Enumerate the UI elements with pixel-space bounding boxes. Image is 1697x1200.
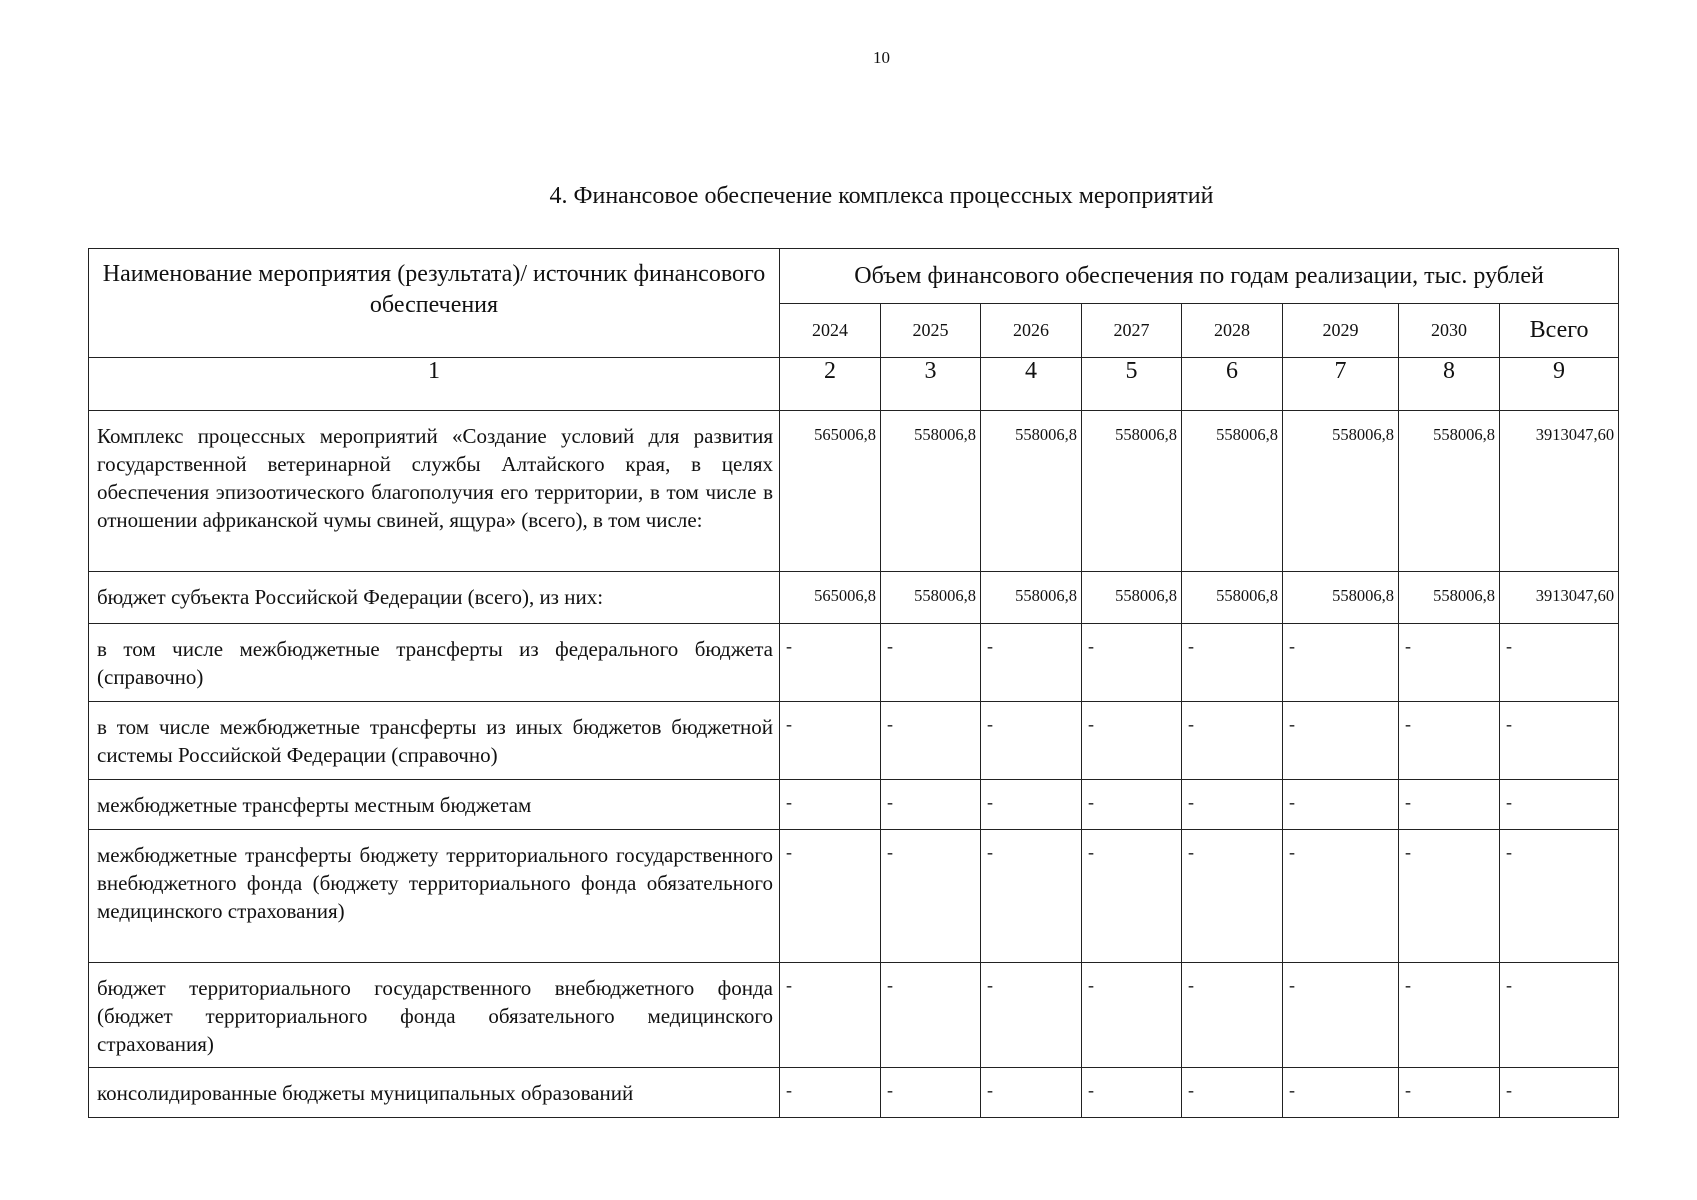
page-number: 10 xyxy=(873,48,890,67)
year-value-cell: - xyxy=(1082,1068,1182,1118)
column-number: 5 xyxy=(1082,358,1182,411)
column-number: 4 xyxy=(981,358,1082,411)
year-value-cell: - xyxy=(1182,830,1283,963)
year-value-cell: 565006,8 xyxy=(780,572,881,624)
year-value-cell: - xyxy=(1399,780,1500,830)
year-value-cell: - xyxy=(1082,830,1182,963)
year-value-cell: 558006,8 xyxy=(1082,411,1182,572)
row-label: консолидированные бюджеты муниципальных образований xyxy=(89,1068,780,1118)
year-value-cell: 565006,8 xyxy=(780,411,881,572)
table-row xyxy=(89,963,1619,1068)
column-number: 8 xyxy=(1399,358,1500,411)
year-value-cell: - xyxy=(1399,624,1500,702)
row-label: межбюджетные трансферты бюджету территориального государственного внебюджетного фонда (бюджету территориального фонда обязательного медицинского страхования) xyxy=(89,830,780,963)
year-value-cell: - xyxy=(881,780,981,830)
year-value-cell: 558006,8 xyxy=(981,572,1082,624)
year-header-2024: 2024 xyxy=(780,304,881,358)
row-label: в том числе межбюджетные трансферты из иных бюджетов бюджетной системы Российской Федерации (справочно) xyxy=(89,702,780,780)
year-value-cell: - xyxy=(1082,963,1182,1068)
year-header-2027: 2027 xyxy=(1082,304,1182,358)
table-row xyxy=(89,411,1619,572)
year-value-cell: - xyxy=(1082,702,1182,780)
year-value-cell: - xyxy=(1283,830,1399,963)
year-value-cell: - xyxy=(1283,624,1399,702)
year-value-cell: - xyxy=(1182,963,1283,1068)
total-value-cell: 3913047,60 xyxy=(1500,411,1619,572)
year-header-2025: 2025 xyxy=(881,304,981,358)
row-label: бюджет субъекта Российской Федерации (всего), из них: xyxy=(89,572,780,624)
row-label: Комплекс процессных мероприятий «Создание условий для развития государственной ветеринарной службы Алтайского края, в целях обеспечения эпизоотического благополучия его территории, в том числе в отношении африканской чумы свиней, ящура» (всего), в том числе: xyxy=(89,411,780,572)
table-body xyxy=(89,358,1619,1118)
table-row xyxy=(89,624,1619,702)
column-number: 2 xyxy=(780,358,881,411)
table-row xyxy=(89,572,1619,624)
year-header-2026: 2026 xyxy=(981,304,1082,358)
row-label: межбюджетные трансферты местным бюджетам xyxy=(89,780,780,830)
row-label: в том числе межбюджетные трансферты из федерального бюджета (справочно) xyxy=(89,624,780,702)
year-value-cell: - xyxy=(780,624,881,702)
year-value-cell: - xyxy=(981,702,1082,780)
year-value-cell: - xyxy=(1283,702,1399,780)
year-value-cell: - xyxy=(1182,1068,1283,1118)
year-value-cell: - xyxy=(1082,624,1182,702)
year-value-cell: - xyxy=(881,624,981,702)
total-value-cell: - xyxy=(1500,1068,1619,1118)
year-value-cell: 558006,8 xyxy=(981,411,1082,572)
total-value-cell: - xyxy=(1500,963,1619,1068)
total-value-cell: - xyxy=(1500,702,1619,780)
year-value-cell: - xyxy=(1399,1068,1500,1118)
year-value-cell: - xyxy=(981,624,1082,702)
row-label: бюджет территориального государственного внебюджетного фонда (бюджет территориального фонда обязательного медицинского страхования) xyxy=(89,963,780,1068)
column-number-row xyxy=(89,358,1619,411)
year-value-cell: - xyxy=(780,963,881,1068)
year-header-2030: 2030 xyxy=(1399,304,1500,358)
year-value-cell: - xyxy=(881,963,981,1068)
year-header-2028: 2028 xyxy=(1182,304,1283,358)
year-value-cell: - xyxy=(1182,624,1283,702)
year-value-cell: - xyxy=(780,1068,881,1118)
column-number: 1 xyxy=(89,358,780,411)
table-row xyxy=(89,702,1619,780)
year-value-cell: - xyxy=(780,702,881,780)
total-value-cell: - xyxy=(1500,624,1619,702)
table-row xyxy=(89,1068,1619,1118)
year-value-cell: 558006,8 xyxy=(1399,572,1500,624)
year-value-cell: - xyxy=(981,780,1082,830)
header-volume-cell: Объем финансового обеспечения по годам реализации, тыс. рублей xyxy=(780,249,1619,304)
year-value-cell: 558006,8 xyxy=(881,411,981,572)
total-value-cell: - xyxy=(1500,830,1619,963)
year-value-cell: - xyxy=(1399,963,1500,1068)
year-value-cell: - xyxy=(1283,963,1399,1068)
year-value-cell: 558006,8 xyxy=(1182,572,1283,624)
column-number: 7 xyxy=(1283,358,1399,411)
year-value-cell: - xyxy=(1283,1068,1399,1118)
year-value-cell: - xyxy=(1182,780,1283,830)
year-value-cell: - xyxy=(881,1068,981,1118)
year-value-cell: - xyxy=(1283,780,1399,830)
year-value-cell: - xyxy=(1399,702,1500,780)
section-title: 4. Финансовое обеспечение комплекса процессных мероприятий xyxy=(549,183,1214,209)
column-number: 9 xyxy=(1500,358,1619,411)
year-value-cell: 558006,8 xyxy=(1182,411,1283,572)
total-header: Всего xyxy=(1500,304,1619,358)
year-value-cell: - xyxy=(780,830,881,963)
year-value-cell: - xyxy=(780,780,881,830)
year-value-cell: - xyxy=(981,830,1082,963)
total-value-cell: - xyxy=(1500,780,1619,830)
year-value-cell: 558006,8 xyxy=(1082,572,1182,624)
year-value-cell: 558006,8 xyxy=(1283,572,1399,624)
header-name-cell: Наименование мероприятия (результата)/ источник финансового обеспечения xyxy=(89,249,780,358)
year-value-cell: 558006,8 xyxy=(881,572,981,624)
total-value-cell: 3913047,60 xyxy=(1500,572,1619,624)
year-value-cell: - xyxy=(881,830,981,963)
financing-table xyxy=(88,248,1619,1118)
year-value-cell: - xyxy=(881,702,981,780)
year-value-cell: 558006,8 xyxy=(1283,411,1399,572)
year-value-cell: - xyxy=(1082,780,1182,830)
year-header-2029: 2029 xyxy=(1283,304,1399,358)
table-row xyxy=(89,830,1619,963)
year-value-cell: - xyxy=(1182,702,1283,780)
column-number: 6 xyxy=(1182,358,1283,411)
table-row xyxy=(89,780,1619,830)
column-number: 3 xyxy=(881,358,981,411)
year-value-cell: - xyxy=(981,963,1082,1068)
year-value-cell: - xyxy=(981,1068,1082,1118)
year-value-cell: - xyxy=(1399,830,1500,963)
year-value-cell: 558006,8 xyxy=(1399,411,1500,572)
